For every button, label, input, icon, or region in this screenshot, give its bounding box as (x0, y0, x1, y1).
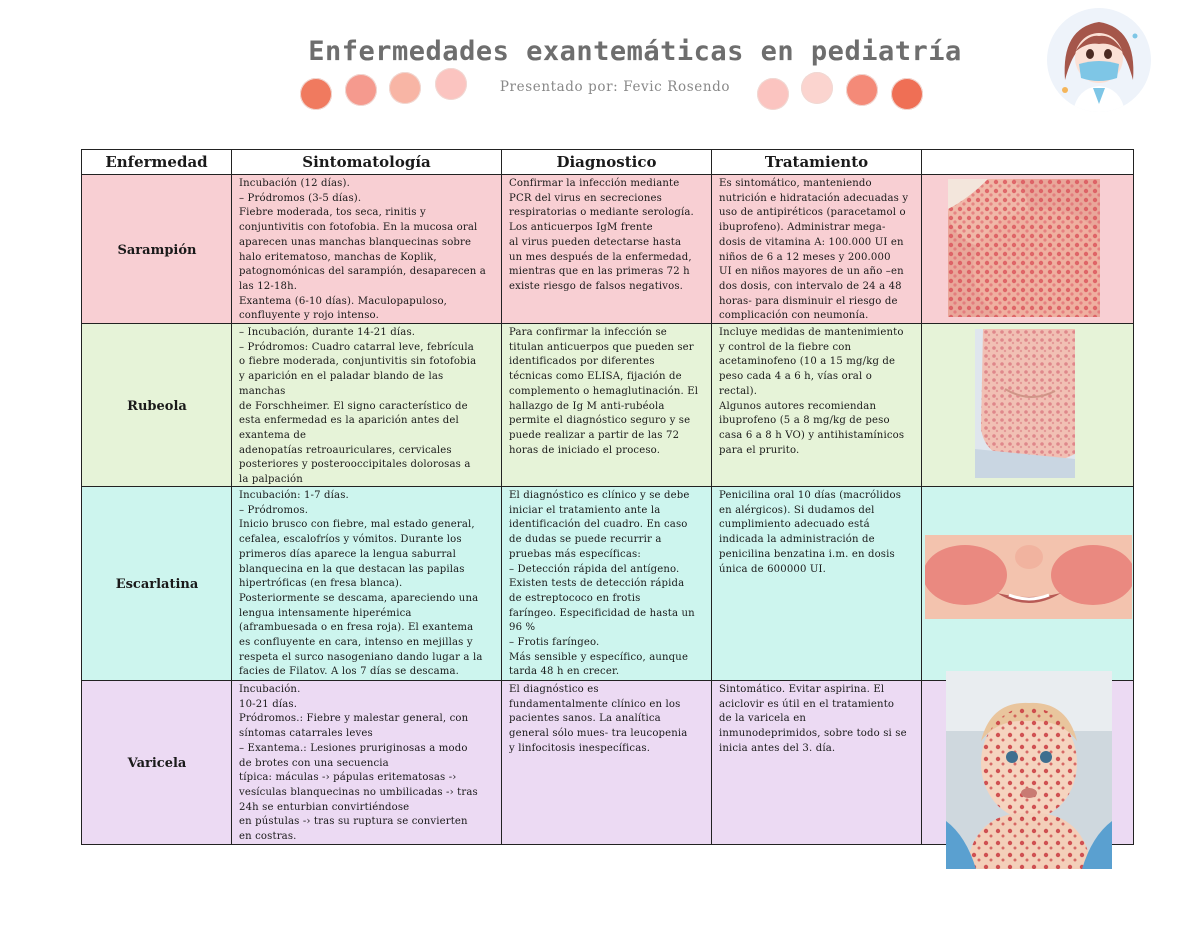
symptoms-text: – Incubación, durante 14-21 días. – Pródromos: Cuadro catarral leve, febrícula o fiebre moderada, conjuntivitis sin fotofobia y aparición en el paladar blando de las manchas de Forschheimer. El signo característico de esta enfermedad es la aparición antes del exantema de adenopatías retroauriculares, cervicales posteriores y posterooccipitales dolorosas a la palpación (239, 327, 477, 486)
disease-name: Escarlatina (82, 487, 232, 681)
page-title: Enfermedades exantemáticas en pediatría (308, 36, 962, 67)
disease-name: Sarampión (82, 175, 232, 324)
column-header (922, 150, 1134, 175)
photo-cell (922, 681, 1134, 845)
diagnosis-text: El diagnóstico es fundamentalmente clínico en los pacientes sanos. La analítica general sólo mues- tra leucopenia y linfocitosis inespecíficas. (509, 684, 688, 754)
diagnosis-cell (502, 487, 712, 681)
diagnosis-text: El diagnóstico es clínico y se debe iniciar el tratamiento ante la identificación del cuadro. En caso de dudas se puede recurrir a pruebas más específicas: – Detección rápida del antígeno. Existen tests de detección rápida de estreptococo en frotis faríngeo. Especificidad de hasta un 96 % – Frotis faríngeo. Más sensible y específico, aunque tarda 48 h en crecer. (509, 490, 695, 678)
column-header: Sintomatología (232, 150, 502, 175)
diagnosis-text: Para confirmar la infección se titulan anticuerpos que pueden ser identificados por diferentes técnicas como ELISA, fijación de complemento o hemaglutinación. El hallazgo de Ig M anti-rubéola permite el diagnóstico seguro y se puede realizar a partir de las 72 horas de iniciado el proceso. (509, 327, 699, 456)
decorative-dot (435, 68, 467, 100)
symptoms-cell (232, 487, 502, 681)
column-header: Diagnostico (502, 150, 712, 175)
photo-cell (922, 324, 1134, 487)
symptoms-cell (232, 175, 502, 324)
decorative-dot (801, 72, 833, 104)
decorative-dot (891, 78, 923, 110)
treatment-text: Penicilina oral 10 días (macrólidos en alérgicos). Si dudamos del cumplimiento adecuado está indicada la administración de penicilina benzatina i.m. en dosis única de 600000 UI. (719, 490, 902, 575)
photo-cell (922, 487, 1134, 681)
table-row (82, 324, 1134, 487)
decorative-dot (846, 74, 878, 106)
symptoms-cell (232, 324, 502, 487)
presenter-subtitle: Presentado por: Fevic Rosendo (499, 79, 731, 95)
decorative-dot (300, 78, 332, 110)
decorative-dot (389, 72, 421, 104)
symptoms-text: Incubación. 10-21 días. Pródromos.: Fiebre y malestar general, con síntomas catarrales leves – Exantema.: Lesiones pruriginosas a modo de brotes con una secuencia típica: máculas -› pápulas eritematosas -› vesículas blanquecinas no umbilicadas -› tras 24h se enturbian convirtiéndose en pústulas -› tras su ruptura se convierten en costras. (239, 684, 478, 843)
table-row (82, 487, 1134, 681)
symptoms-cell (232, 681, 502, 845)
disease-name: Rubeola (82, 324, 232, 487)
symptoms-text: Incubación: 1-7 días. – Pródromos. Inicio brusco con fiebre, mal estado general, cefalea, escalofríos y vómitos. Durante los primeros días aparece la lengua saburral blanquecina en la que destacan las papilas hipertróficas (en fresa blanca). Posteriormente se descama, apareciendo una lengua intensamente hiperémica (aframbuesada o en fresa roja). El exantema es confluyente en cara, intenso en mejillas y respeta el surco nasogeniano dando lugar a la facies de Filatov. A los 7 días se descama. (239, 490, 483, 678)
chickenpox-child-photo (946, 671, 1112, 869)
diagnosis-cell (502, 175, 712, 324)
column-header: Enfermedad (82, 150, 232, 175)
treatment-cell (712, 681, 922, 845)
diagnosis-cell (502, 681, 712, 845)
treatment-text: Sintomático. Evitar aspirina. El aciclovir es útil en el tratamiento de la varicela en inmunodeprimidos, sobre todo si se inicia antes del 3. día. (719, 684, 907, 754)
measles-rash-photo (948, 179, 1100, 317)
table-row (82, 175, 1134, 324)
treatment-text: Incluye medidas de mantenimiento y control de la fiebre con acetaminofeno (10 a 15 mg/kg de peso cada 4 a 6 h, vías oral o rectal). Algunos autores recomiendan ibuprofeno (5 a 8 mg/kg de peso casa 6 a 8 h VO) y antihistamínicos para el prurito. (719, 327, 905, 456)
diagnosis-cell (502, 324, 712, 487)
scarlet-fever-cheeks-photo (925, 535, 1132, 619)
disease-name: Varicela (82, 681, 232, 845)
rubella-rash-photo (975, 329, 1075, 478)
doctor-avatar-icon (1047, 8, 1151, 112)
decorative-dot (345, 74, 377, 106)
treatment-cell (712, 175, 922, 324)
table-row (82, 681, 1134, 845)
treatment-cell (712, 324, 922, 487)
treatment-cell (712, 487, 922, 681)
symptoms-text: Incubación (12 días). – Pródromos (3-5 días). Fiebre moderada, tos seca, rinitis y conjuntivitis con fotofobia. En la mucosa oral aparecen unas manchas blanquecinas sobre halo eritematoso, manchas de Koplik, patognomónicas del sarampión, desaparecen a las 12-18h. Exantema (6-10 días). Maculopapuloso, confluyente y rojo intenso. (239, 178, 486, 322)
photo-cell (922, 175, 1134, 324)
table-header-row (82, 150, 1134, 175)
decorative-dot (757, 78, 789, 110)
treatment-text: Es sintomático, manteniendo nutrición e hidratación adecuadas y uso de antipiréticos (paracetamol o ibuprofeno). Administrar mega- dosis de vitamina A: 100.000 UI en niños de 6 a 12 meses y 200.000 UI en niños mayores de un año –en dos dosis, con intervalo de 24 a 48 horas- para disminuir el riesgo de complicación con neumonía. (719, 178, 909, 322)
diseases-table (81, 149, 1134, 845)
diagnosis-text: Confirmar la infección mediante PCR del virus en secreciones respiratorias o mediante serología. Los anticuerpos IgM frente al virus pueden detectarse hasta un mes después de la enfermedad, mientras que en las primeras 72 h existe riesgo de falsos negativos. (509, 178, 694, 292)
column-header: Tratamiento (712, 150, 922, 175)
